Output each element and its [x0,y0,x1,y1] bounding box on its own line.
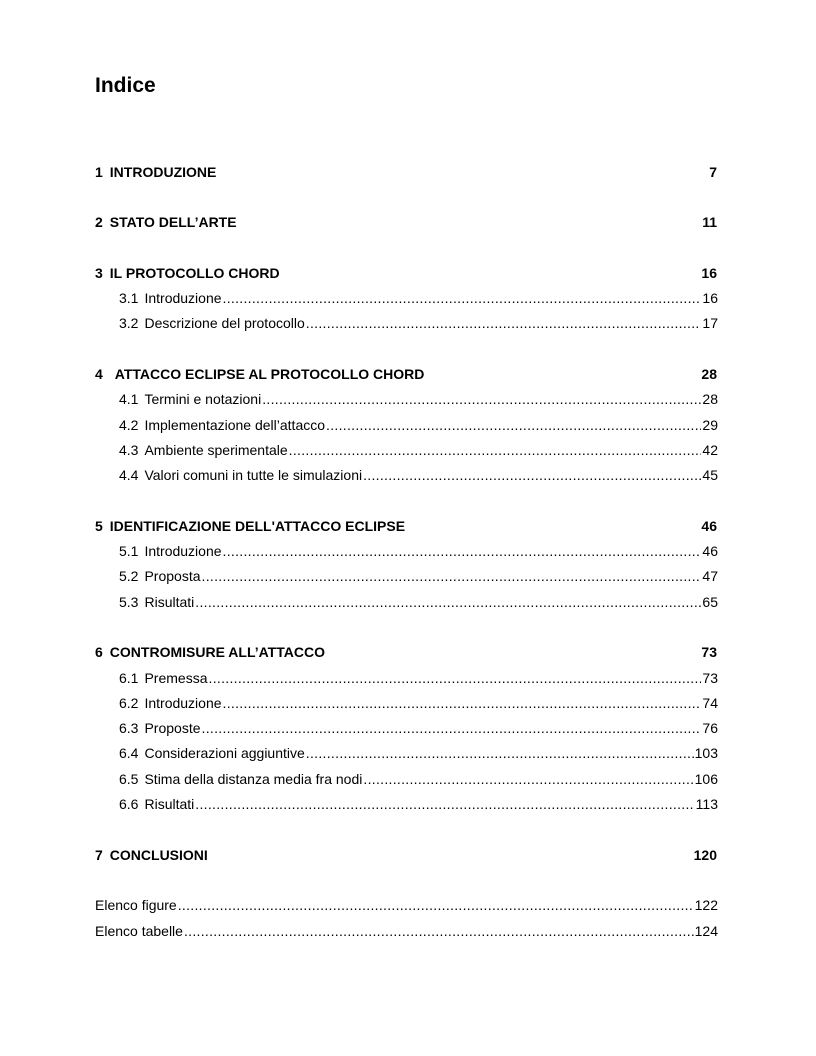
toc-section-5-2[interactable] [119,567,718,585]
section-page-number: 65 [702,594,718,610]
chapter-page-number: 7 [709,164,717,180]
chapter-label: CONTROMISURE ALL’ATTACCO [109,644,325,660]
section-label: Stima della distanza media fra nodi [144,771,363,787]
toc-section-3-2[interactable] [119,314,718,332]
toc-chapter-4[interactable] [95,365,717,383]
chapter-page-number: 73 [701,644,717,660]
toc-section-5-1[interactable] [119,542,718,560]
toc-section-4-4[interactable] [119,466,718,484]
section-page-number: 46 [702,543,718,559]
section-label: Risultati [144,594,195,610]
section-page-number: 106 [694,771,718,787]
section-number: 6.6 [119,796,139,812]
dot-leader [306,744,694,762]
dot-leader [202,567,702,585]
section-label: Introduzione [144,543,222,559]
page-title: Indice [95,74,156,97]
dot-leader [363,770,693,788]
section-label: Descrizione del protocollo [144,315,305,331]
dot-leader [195,795,694,813]
toc-list-of-tables[interactable] [95,922,718,940]
section-label: Considerazioni aggiuntive [144,745,305,761]
toc-section-4-2[interactable] [119,416,718,434]
toc-chapter-5[interactable] [95,517,717,535]
chapter-number: 2 [95,214,103,230]
chapter-page-number: 16 [701,265,717,281]
dot-leader [223,694,702,712]
section-page-number: 28 [702,391,718,407]
toc-chapter-2[interactable] [95,213,717,231]
section-page-number: 113 [695,796,718,812]
section-number: 3.2 [119,315,139,331]
dot-leader [262,390,701,408]
dot-leader [209,669,702,687]
chapter-label: ATTACCO ECLIPSE AL PROTOCOLLO CHORD [114,366,425,382]
toc-section-5-3[interactable] [119,593,718,611]
appendix-label: Elenco figure [95,897,177,913]
dot-leader [223,542,702,560]
section-label: Premessa [144,670,208,686]
section-number: 6.4 [119,745,139,761]
chapter-page-number: 28 [701,366,717,382]
section-label: Introduzione [144,695,222,711]
toc-section-6-5[interactable] [119,770,718,788]
section-number: 6.2 [119,695,139,711]
chapter-number: 6 [95,644,103,660]
dot-leader [178,896,694,914]
section-page-number: 76 [702,720,718,736]
section-page-number: 17 [702,315,718,331]
appendix-page-number: 124 [694,923,718,939]
section-label: Risultati [144,796,195,812]
chapter-label: IL PROTOCOLLO CHORD [109,265,280,281]
chapter-page-number: 46 [701,518,717,534]
toc-section-4-1[interactable] [119,390,718,408]
dot-leader [184,922,694,940]
section-number: 6.5 [119,771,139,787]
toc-section-6-1[interactable] [119,669,718,687]
chapter-number: 3 [95,265,103,281]
section-page-number: 103 [694,745,718,761]
section-page-number: 42 [702,442,718,458]
chapter-page-number: 120 [693,847,717,863]
toc-chapter-1[interactable] [95,163,717,181]
dot-leader [289,441,702,459]
chapter-number: 7 [95,847,103,863]
dot-leader [326,416,701,434]
dot-leader [306,314,702,332]
section-number: 4.2 [119,417,139,433]
section-label: Implementazione dell’attacco [144,417,326,433]
section-page-number: 74 [702,695,718,711]
toc-list-of-figures[interactable] [95,896,718,914]
appendix-label: Elenco tabelle [95,923,183,939]
toc-chapter-3[interactable] [95,264,717,282]
appendix-page-number: 122 [694,897,718,913]
chapter-label: CONCLUSIONI [109,847,208,863]
toc-chapter-7[interactable] [95,846,717,864]
section-page-number: 47 [702,568,718,584]
toc-section-3-1[interactable] [119,289,718,307]
dot-leader [363,466,701,484]
chapter-label: IDENTIFICAZIONE DELL'ATTACCO ECLIPSE [109,518,406,534]
section-page-number: 29 [702,417,718,433]
section-number: 5.3 [119,594,139,610]
toc-section-6-6[interactable] [119,795,718,813]
section-number: 5.1 [119,543,139,559]
section-page-number: 16 [702,290,718,306]
section-page-number: 45 [702,467,718,483]
toc-section-6-3[interactable] [119,719,718,737]
dot-leader [202,719,702,737]
chapter-label: INTRODUZIONE [109,164,217,180]
section-number: 5.2 [119,568,139,584]
section-label: Proposte [144,720,201,736]
section-label: Introduzione [144,290,222,306]
toc-section-6-4[interactable] [119,744,718,762]
section-label: Proposta [144,568,201,584]
section-number: 4.1 [119,391,139,407]
section-number: 6.3 [119,720,139,736]
section-label: Termini e notazioni [144,391,262,407]
dot-leader [195,593,701,611]
chapter-number: 5 [95,518,103,534]
chapter-page-number: 11 [702,214,717,230]
chapter-label: STATO DELL’ARTE [109,214,237,230]
section-number: 4.4 [119,467,139,483]
section-number: 6.1 [119,670,139,686]
toc-chapter-6[interactable] [95,643,717,661]
section-label: Valori comuni in tutte le simulazioni [144,467,363,483]
section-number: 3.1 [119,290,139,306]
section-label: Ambiente sperimentale [144,442,288,458]
chapter-number: 4 [95,366,103,382]
section-page-number: 73 [702,670,718,686]
toc-section-4-3[interactable] [119,441,718,459]
chapter-number: 1 [95,164,103,180]
toc-section-6-2[interactable] [119,694,718,712]
section-number: 4.3 [119,442,139,458]
dot-leader [223,289,702,307]
